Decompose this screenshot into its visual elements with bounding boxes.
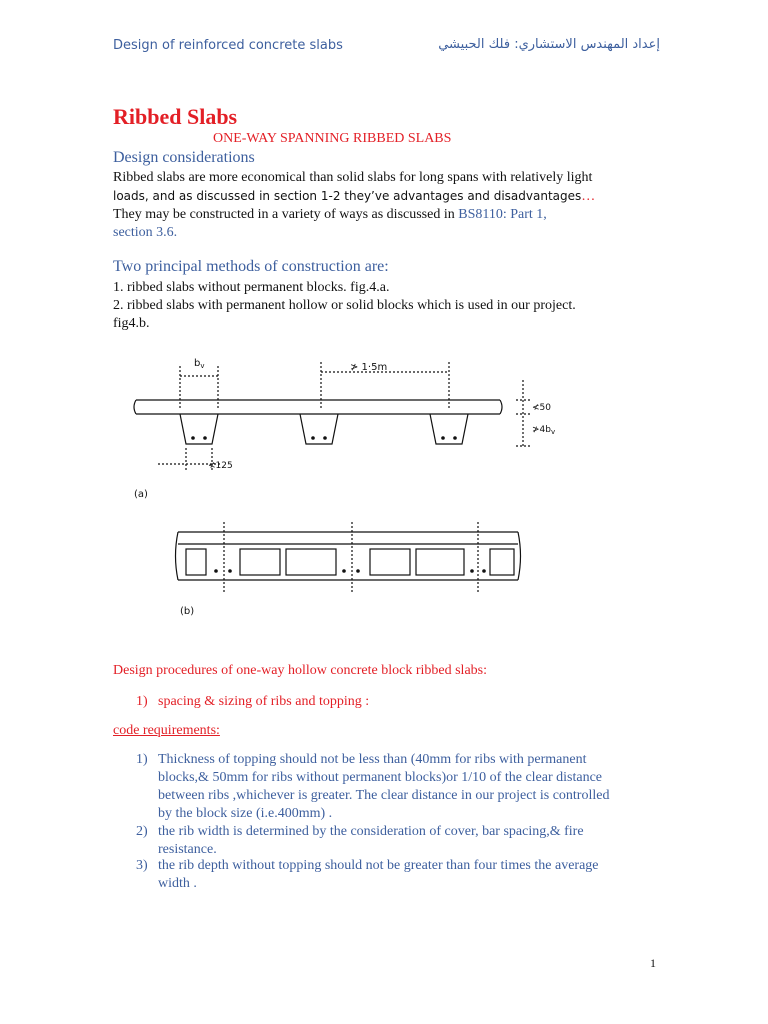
method-item-2: 2. ribbed slabs with permanent hollow or solid blocks which is used in our project. (113, 298, 576, 313)
methods-list (113, 279, 653, 333)
procedures-heading: Design procedures of one-way hollow concrete block ribbed slabs: (113, 663, 487, 678)
design-considerations-para2: They may be constructed in a variety of ways as discussed in BS8110: Part 1, section 3.6. (113, 207, 547, 240)
method-item-1: 1. ribbed slabs without permanent blocks. fig.4.a. (113, 280, 390, 295)
header-right: إعداد المهندس الاستشاري: فلك الحبيشي (438, 37, 660, 52)
page-number: 1 (650, 956, 656, 970)
ribbed-slab-figure (128, 352, 568, 627)
dim-depth: $≯4b_v$ (532, 425, 556, 436)
figure-label-b: (b) (180, 606, 195, 617)
design-considerations-heading: Design considerations (113, 149, 255, 166)
method-item-2-cont: fig4.b. (113, 316, 150, 331)
dim-bv: $b_v$ (194, 358, 205, 370)
rib-3 (430, 414, 468, 444)
header-left: Design of reinforced concrete slabs (113, 38, 343, 53)
rib-2 (300, 414, 338, 444)
methods-heading: Two principal methods of construction are: (113, 258, 389, 275)
code-requirements-heading: code requirements: (113, 723, 220, 738)
dim-span: ≯ 1·5m (350, 362, 388, 373)
page-title: Ribbed Slabs (113, 104, 238, 129)
design-considerations-para1: Ribbed slabs are more economical than solid slabs for long spans with relatively light loads, and as discussed in section 1-2 they’ve advantages and disadvantages… (113, 170, 596, 204)
dim-rib-min: ≮125 (208, 461, 233, 471)
slab-topping (136, 400, 500, 414)
page-subtitle: ONE-WAY SPANNING RIBBED SLABS (213, 131, 452, 146)
figure-label-a: (a) (134, 489, 148, 500)
rib-1 (180, 414, 218, 444)
dim-topping: ≮50 (532, 403, 551, 413)
